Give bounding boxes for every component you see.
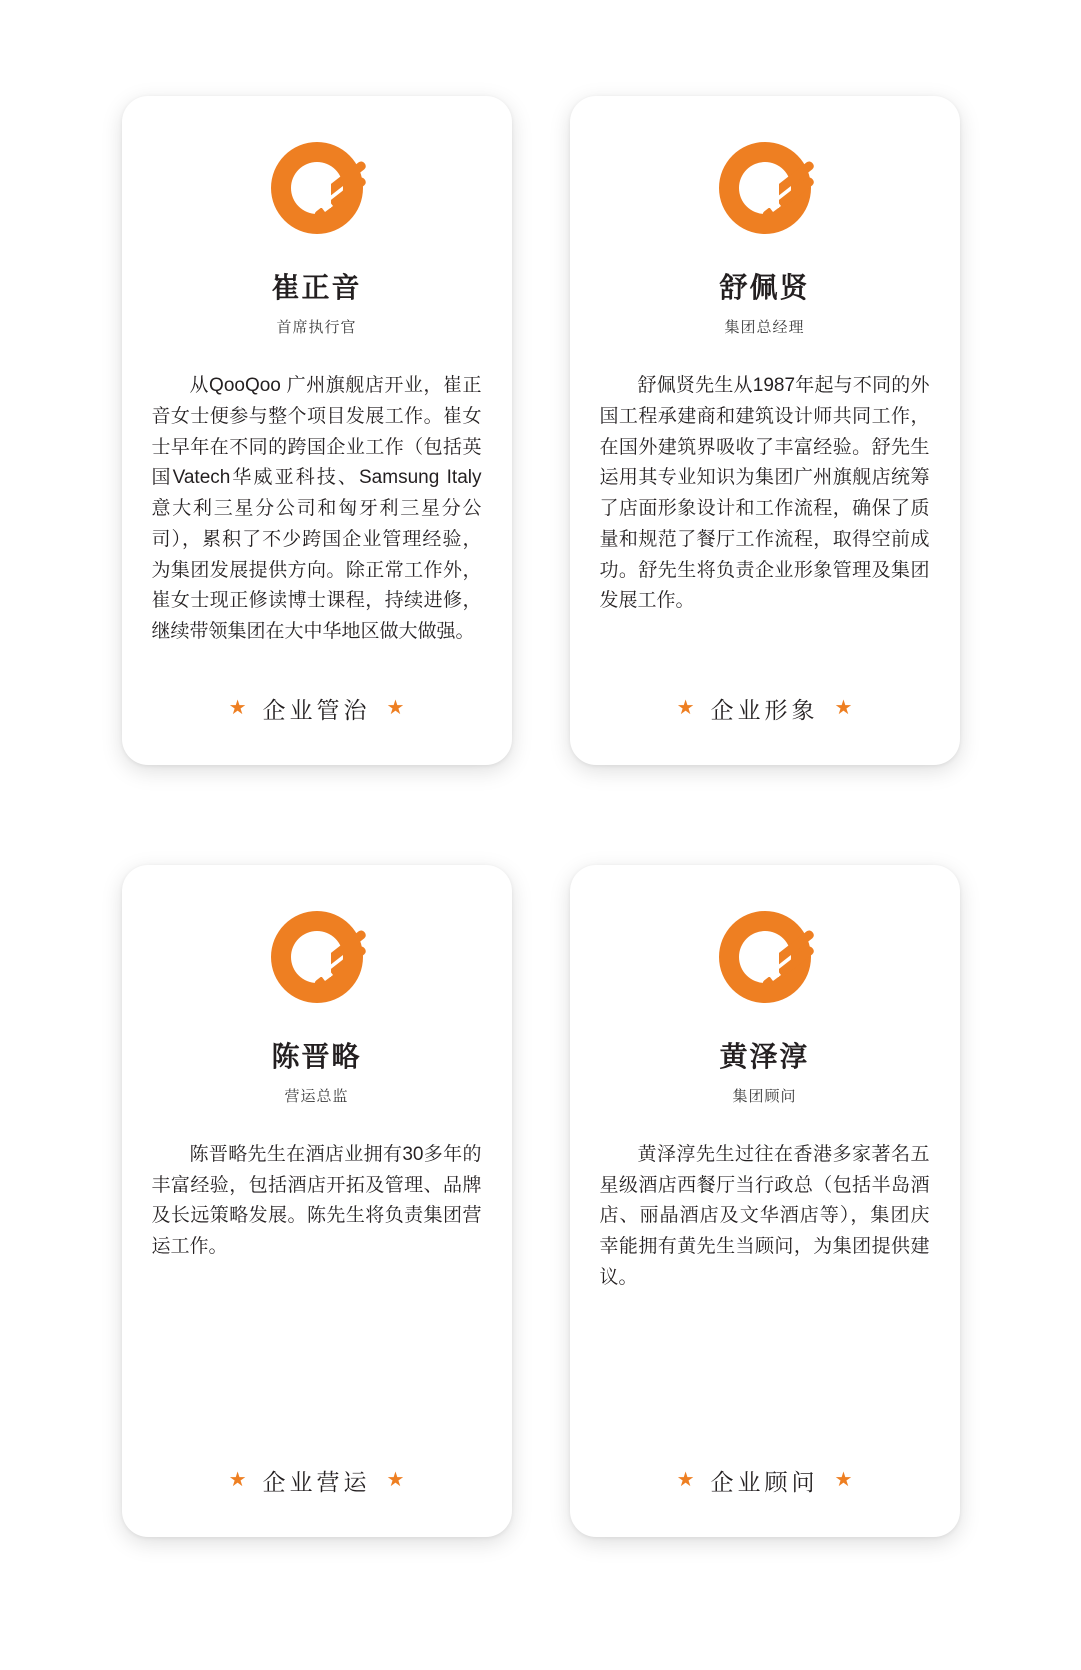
- tagline-label: 企业形象: [710, 696, 819, 723]
- profile-card-grid: [82, 96, 999, 1537]
- qoo-bowl-chopsticks-logo-icon: [255, 136, 379, 248]
- executive-title: 集团总经理: [724, 319, 805, 336]
- star-icon-right: ★: [386, 697, 405, 720]
- executive-title: 集团顾问: [732, 1087, 797, 1105]
- profile-card: [122, 96, 512, 765]
- executive-tagline: [677, 692, 853, 725]
- executive-bio: 陈晋略先生在酒店业拥有30多年的丰富经验，包括酒店开拓及管理、品牌及长远策略发展。陈先生将负责集团营运工作。: [151, 1143, 482, 1258]
- star-icon-left: ★: [676, 1469, 695, 1492]
- tagline-label: 企业营运: [262, 1468, 371, 1495]
- qoo-bowl-chopsticks-logo-icon: [703, 905, 827, 1017]
- executive-name: 舒佩贤: [719, 272, 810, 303]
- tagline-label: 企业顾问: [710, 1468, 819, 1495]
- profile-card: [570, 96, 960, 765]
- executive-title: 首席执行官: [276, 319, 357, 336]
- executive-name: 崔正音: [271, 272, 362, 303]
- executive-tagline: [229, 692, 405, 725]
- star-icon-left: ★: [676, 697, 695, 720]
- executive-name: 黄泽淳: [719, 1040, 810, 1072]
- star-icon-left: ★: [228, 1469, 247, 1492]
- profile-card: [122, 865, 512, 1537]
- star-icon-right: ★: [386, 1469, 405, 1492]
- executive-bio: 从QooQoo 广州旗舰店开业，崔正音女士便参与整个项目发展工作。崔女士早年在不同的跨国企业工作（包括英国Vatech华威亚科技、Samsung Italy意大利三星分公司和匈牙利三星分公司），累积了不少跨国企业管理经验，为集团发展提供方向。除正常工作外，崔女士现正修读博士课程，持续进修，继续带领集团在大中华地区做大做强。: [151, 375, 482, 643]
- star-icon-right: ★: [834, 697, 853, 720]
- tagline-label: 企业管治: [262, 696, 371, 723]
- executive-title: 营运总监: [284, 1087, 349, 1105]
- executive-name: 陈晋略: [271, 1040, 362, 1072]
- executive-bio: 黄泽淳先生过往在香港多家著名五星级酒店西餐厅当行政总（包括半岛酒店、丽晶酒店及文华酒店等），集团庆幸能拥有黄先生当顾问，为集团提供建议。: [599, 1143, 930, 1288]
- qoo-bowl-chopsticks-logo-icon: [703, 136, 827, 248]
- executive-tagline: [229, 1464, 405, 1497]
- star-icon-right: ★: [834, 1469, 853, 1492]
- profile-card: [570, 865, 960, 1537]
- executive-bio: 舒佩贤先生从1987年起与不同的外国工程承建商和建筑设计师共同工作，在国外建筑界吸收了丰富经验。舒先生运用其专业知识为集团广州旗舰店统筹了店面形象设计和工作流程，确保了质量和规范了餐厅工作流程，取得空前成功。舒先生将负责企业形象管理及集团发展工作。: [599, 375, 930, 612]
- qoo-bowl-chopsticks-logo-icon: [255, 905, 379, 1017]
- executive-tagline: [677, 1464, 853, 1497]
- star-icon-left: ★: [228, 697, 247, 720]
